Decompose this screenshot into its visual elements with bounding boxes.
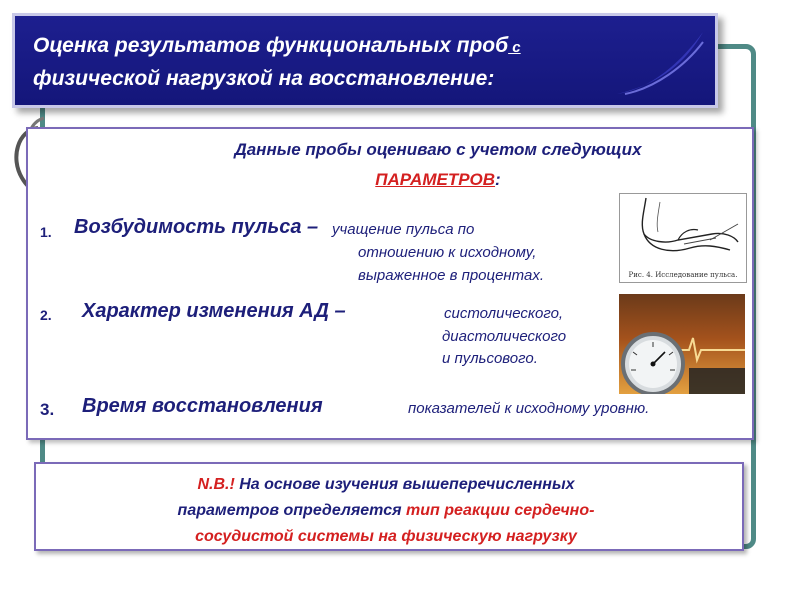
title-line1: Оценка результатов функциональных проб (33, 34, 509, 57)
nb-red-part1: тип реакции сердечно- (405, 502, 595, 519)
title-line1-tail: с (508, 39, 521, 56)
params-word: ПАРАМЕТРОВ (375, 170, 496, 189)
title-line2: физической нагрузкой на восстановление: (33, 67, 495, 90)
intro-line1: Данные пробы оцениваю с учетом следующих (234, 140, 642, 159)
hand-pulse-sketch-icon (620, 194, 746, 266)
nb-red-part2: сосудистой системы на физическую нагрузку (195, 528, 577, 545)
nb-lead: N.B.! (197, 476, 235, 493)
item-desc-line: отношению к исходному, (358, 244, 537, 261)
item-desc-line: показателей к исходному уровню. (408, 400, 650, 417)
blood-pressure-gauge-image (619, 294, 745, 394)
intro-text (138, 135, 738, 195)
item-term: Возбудимость пульса – (74, 216, 319, 238)
nb-text-part2: параметров определяется (177, 502, 406, 519)
figure-caption: Рис. 4. Исследование пульса. (628, 271, 738, 279)
item-desc-line: учащение пульса по (332, 221, 475, 238)
params-colon: : (495, 170, 501, 189)
item-desc-line: систолического, (444, 305, 564, 322)
item-desc-line: и пульсового. (442, 350, 538, 367)
nb-text-part1: На основе изучения вышеперечисленных (234, 476, 575, 493)
item-number: 2. (40, 307, 52, 323)
title-bar (12, 13, 718, 108)
item-desc-line: выраженное в процентах. (358, 267, 545, 284)
item-number: 1. (40, 224, 52, 240)
pulse-exam-illustration (619, 193, 747, 283)
pressure-gauge-icon (619, 294, 745, 394)
item-number: 3. (40, 400, 55, 419)
item-term: Время восстановления (82, 395, 323, 417)
nb-note-box (34, 462, 744, 551)
nb-note-text (106, 472, 666, 550)
swoosh-decoration-icon (615, 30, 705, 96)
item-desc-line: диастолического (442, 328, 567, 345)
slide-title (33, 30, 693, 94)
item-term: Характер изменения АД – (82, 300, 346, 322)
